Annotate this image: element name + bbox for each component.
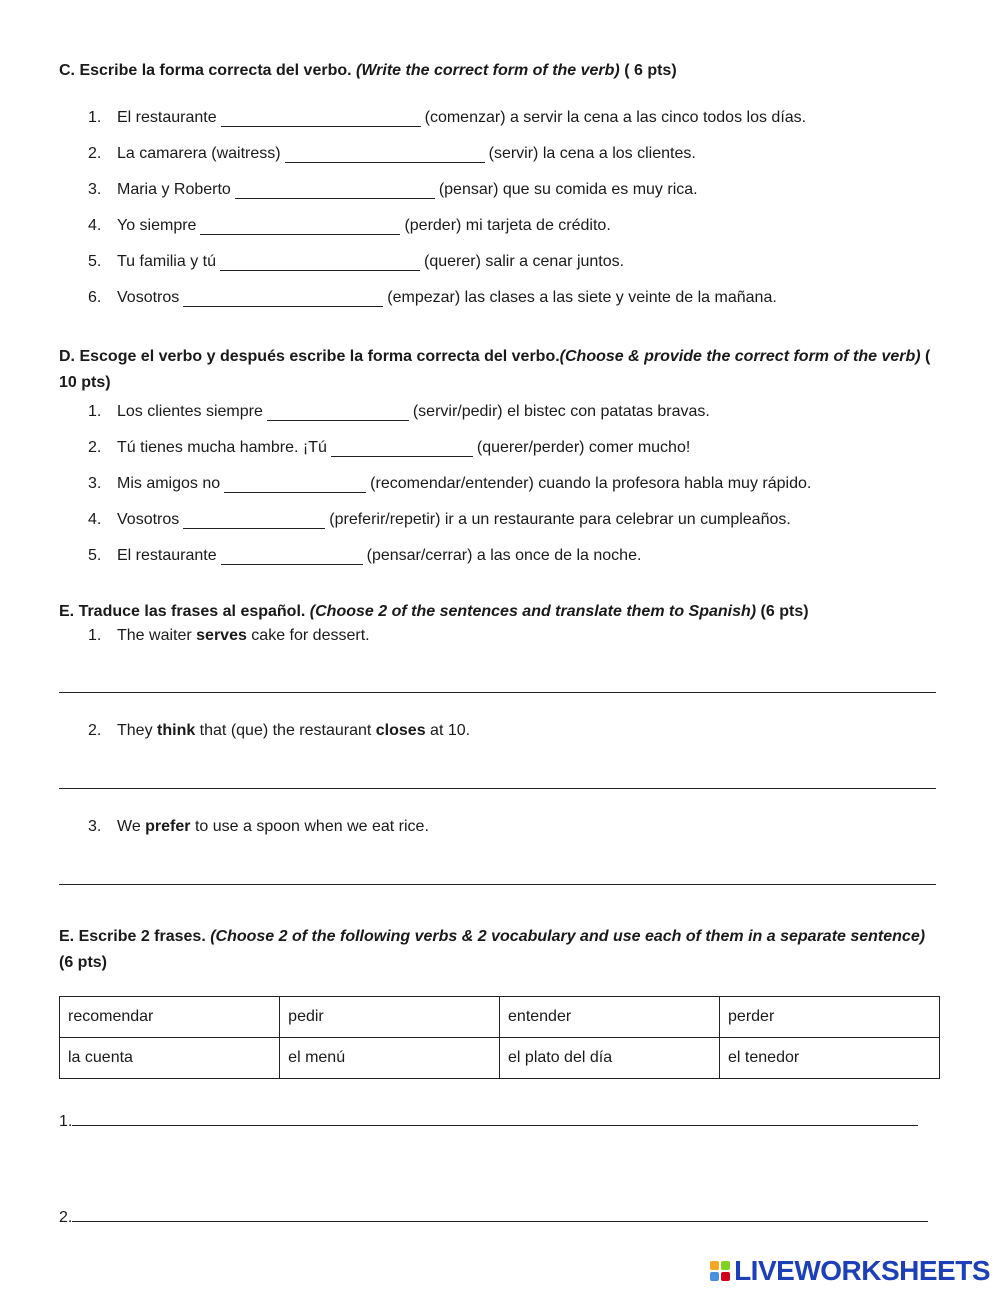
section-e-translate-heading: E. Traduce las frases al español. (Choose 2 of the sentences and translate them to Spanish) (6 pts): [59, 603, 809, 620]
answer-blank[interactable]: [285, 146, 485, 163]
answer-blank[interactable]: [267, 404, 409, 421]
section-d-item: 5. El restaurante (pensar/cerrar) a las once de la noche.: [88, 547, 642, 564]
answer-blank[interactable]: [183, 512, 325, 529]
table-cell: el plato del día: [500, 1038, 720, 1079]
logo-mark-icon: [710, 1261, 730, 1281]
table-cell: el menú: [280, 1038, 500, 1079]
translation-answer-line[interactable]: [59, 788, 936, 789]
answer-blank[interactable]: [183, 290, 383, 307]
translate-sentence: 1. The waiter serves cake for dessert.: [88, 627, 370, 644]
sentence-answer-row: 2.: [59, 1205, 928, 1228]
section-c-item: 2. La camarera (waitress) (servir) la cena a los clientes.: [88, 145, 696, 162]
section-c-item: 5. Tu familia y tú (querer) salir a cenar juntos.: [88, 253, 625, 270]
section-d-item: 1. Los clientes siempre (servir/pedir) el bistec con patatas bravas.: [88, 403, 710, 420]
translate-sentence: 3. We prefer to use a spoon when we eat rice.: [88, 818, 429, 835]
section-c-item: 6. Vosotros (empezar) las clases a las siete y veinte de la mañana.: [88, 289, 777, 306]
section-c-item: 3. Maria y Roberto (pensar) que su comida es muy rica.: [88, 181, 698, 198]
answer-blank[interactable]: [235, 182, 435, 199]
table-cell: entender: [500, 997, 720, 1038]
answer-blank[interactable]: [224, 476, 366, 493]
section-c-heading: C. Escribe la forma correcta del verbo. (Write the correct form of the verb) ( 6 pts): [59, 62, 677, 79]
section-d-item: 3. Mis amigos no (recomendar/entender) cuando la profesora habla muy rápido.: [88, 475, 812, 492]
sentence-answer-line[interactable]: [72, 1109, 918, 1126]
section-d-item: 4. Vosotros (preferir/repetir) ir a un restaurante para celebrar un cumpleaños.: [88, 511, 791, 528]
table-row: [60, 997, 940, 1038]
section-c-item: 4. Yo siempre (perder) mi tarjeta de crédito.: [88, 217, 611, 234]
answer-blank[interactable]: [220, 254, 420, 271]
sentence-answer-row: 1.: [59, 1109, 918, 1132]
answer-blank[interactable]: [200, 218, 400, 235]
table-cell: la cuenta: [60, 1038, 280, 1079]
logo-text: LIVEWORKSHEETS: [734, 1255, 990, 1286]
sentence-answer-line[interactable]: [72, 1205, 928, 1222]
answer-blank[interactable]: [331, 440, 473, 457]
answer-blank[interactable]: [221, 548, 363, 565]
table-cell: el tenedor: [720, 1038, 940, 1079]
table-row: [60, 1038, 940, 1079]
translation-answer-line[interactable]: [59, 884, 936, 885]
table-cell: perder: [720, 997, 940, 1038]
answer-blank[interactable]: [221, 110, 421, 127]
section-c-item: 1. El restaurante (comenzar) a servir la cena a las cinco todos los días.: [88, 109, 807, 126]
section-e-write-heading: E. Escribe 2 frases. (Choose 2 of the following verbs & 2 vocabulary and use each of them in a separate sentence) (6 pts): [59, 928, 926, 971]
table-cell: pedir: [280, 997, 500, 1038]
table-cell: recomendar: [60, 997, 280, 1038]
liveworksheets-logo: [710, 1256, 990, 1286]
translate-sentence: 2. They think that (que) the restaurant closes at 10.: [88, 722, 471, 739]
section-d-item: 2. Tú tienes mucha hambre. ¡Tú (querer/perder) comer mucho!: [88, 439, 691, 456]
vocabulary-table: [59, 996, 940, 1079]
translation-answer-line[interactable]: [59, 692, 936, 693]
section-d-heading: D. Escoge el verbo y después escribe la forma correcta del verbo.(Choose & provide the correct form of the verb) ( 10 pts): [59, 348, 931, 391]
